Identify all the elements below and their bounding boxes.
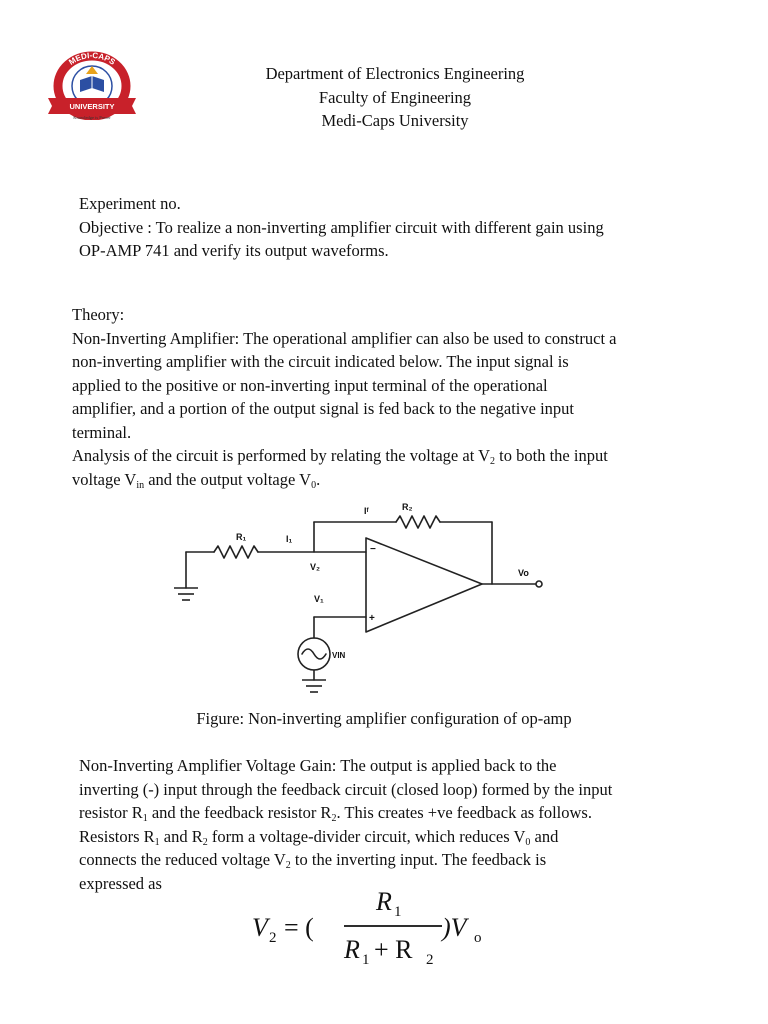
feedback-formula [248, 880, 488, 970]
label-r2: R₂ [402, 502, 413, 512]
gain-line-6: expressed as [79, 873, 162, 893]
analysis-line-2 [72, 468, 732, 492]
gain-text: to the inverting input. The feedback is [290, 850, 547, 869]
subscript: 1 [142, 813, 148, 824]
subscript: 2 [202, 836, 208, 848]
label-v1: V₁ [314, 594, 324, 604]
subscript: 0 [525, 836, 531, 848]
formula-den-a: R [344, 935, 360, 964]
non-inverting-amplifier-circuit [168, 500, 588, 700]
analysis-line-1 [72, 444, 732, 468]
label-plus: + [369, 613, 375, 624]
theory-heading: Theory: [72, 305, 125, 324]
formula-den-a-sub: 1 [362, 952, 370, 968]
subscript: 2 [490, 456, 496, 467]
subscript: 0 [311, 479, 317, 491]
formula-close-sub: o [474, 930, 482, 946]
formula-den-b-sub: 2 [426, 952, 434, 968]
theory-line-3: applied to the positive or non-inverting input terminal of the operational [72, 375, 548, 395]
gain-section [79, 754, 739, 895]
experiment-section [79, 192, 719, 263]
logo-tagline: Knowledge is Power [73, 115, 111, 120]
figure-caption: Figure: Non-inverting amplifier configuration of op-amp [196, 709, 572, 728]
formula-close: )V [442, 913, 467, 942]
formula-numerator: R [376, 887, 392, 916]
subscript: in [136, 479, 145, 491]
gain-line-2: inverting (-) input through the feedback circuit (closed loop) formed by the input [79, 779, 613, 799]
subscript: 2 [331, 813, 337, 824]
department-name: Department of Electronics Engineering [265, 64, 525, 83]
analysis-text: . [316, 469, 321, 489]
theory-line-1: Non-Inverting Amplifier: The operational amplifier can also be used to construct a [72, 328, 617, 348]
ground-icon [174, 588, 198, 600]
gain-text: . This creates +ve feedback as follows. [336, 803, 592, 822]
document-header [0, 62, 768, 133]
ground-icon [302, 680, 326, 692]
label-v2: V₂ [310, 562, 321, 572]
university-name: Medi-Caps University [321, 111, 469, 130]
formula-lhs-sub: 2 [269, 930, 277, 946]
gain-text: and [530, 826, 559, 846]
theory-section [72, 303, 732, 491]
gain-text: and R [159, 826, 203, 846]
theory-line-2: non-inverting amplifier with the circuit indicated below. The input signal is [72, 352, 569, 371]
gain-text: resistor R [79, 803, 143, 822]
gain-text: connects the reduced voltage V [79, 850, 286, 869]
gain-text: Resistors R [79, 826, 155, 846]
gain-line-4 [79, 825, 739, 849]
faculty-name: Faculty of Engineering [318, 87, 472, 107]
theory-line-4: amplifier, and a portion of the output signal is fed back to the negative input [72, 399, 575, 418]
label-vo: Vo [518, 568, 529, 578]
theory-line-5: terminal. [72, 422, 132, 442]
formula-lhs: V [252, 913, 268, 942]
objective-line-1: Objective : To realize a non-inverting amplifier circuit with different gain using [79, 217, 604, 237]
gain-line-5 [79, 848, 739, 872]
label-if: Iᶠ [364, 506, 369, 516]
gain-line-3 [79, 801, 739, 825]
label-r1: R₁ [236, 532, 247, 542]
gain-text: form a voltage-divider circuit, which reduces V [207, 826, 526, 846]
gain-line-1: Non-Inverting Amplifier Voltage Gain: The output is applied back to the [79, 756, 557, 775]
subscript: 2 [285, 860, 291, 871]
formula-equals: = ( [284, 913, 314, 942]
objective-line-2: OP-AMP 741 and verify its output waveforms. [79, 241, 389, 260]
logo-arc-text: MEDI-CAPS [67, 50, 117, 67]
label-i1: I₁ [286, 534, 293, 544]
label-minus: − [370, 544, 376, 555]
formula-numerator-sub: 1 [394, 904, 402, 920]
label-vin: VIN [332, 651, 346, 660]
analysis-text: and the output voltage V [144, 469, 312, 489]
subscript: 1 [154, 836, 160, 848]
gain-text: and the feedback resistor R [147, 803, 332, 822]
output-terminal [536, 581, 542, 587]
logo-banner-text: UNIVERSITY [69, 102, 115, 111]
analysis-text: voltage V [72, 469, 137, 489]
analysis-text: Analysis of the circuit is performed by relating the voltage at V [72, 446, 491, 465]
formula-den-plus: + R [374, 935, 413, 964]
analysis-text: to both the input [495, 446, 608, 465]
experiment-number: Experiment no. [79, 194, 181, 213]
